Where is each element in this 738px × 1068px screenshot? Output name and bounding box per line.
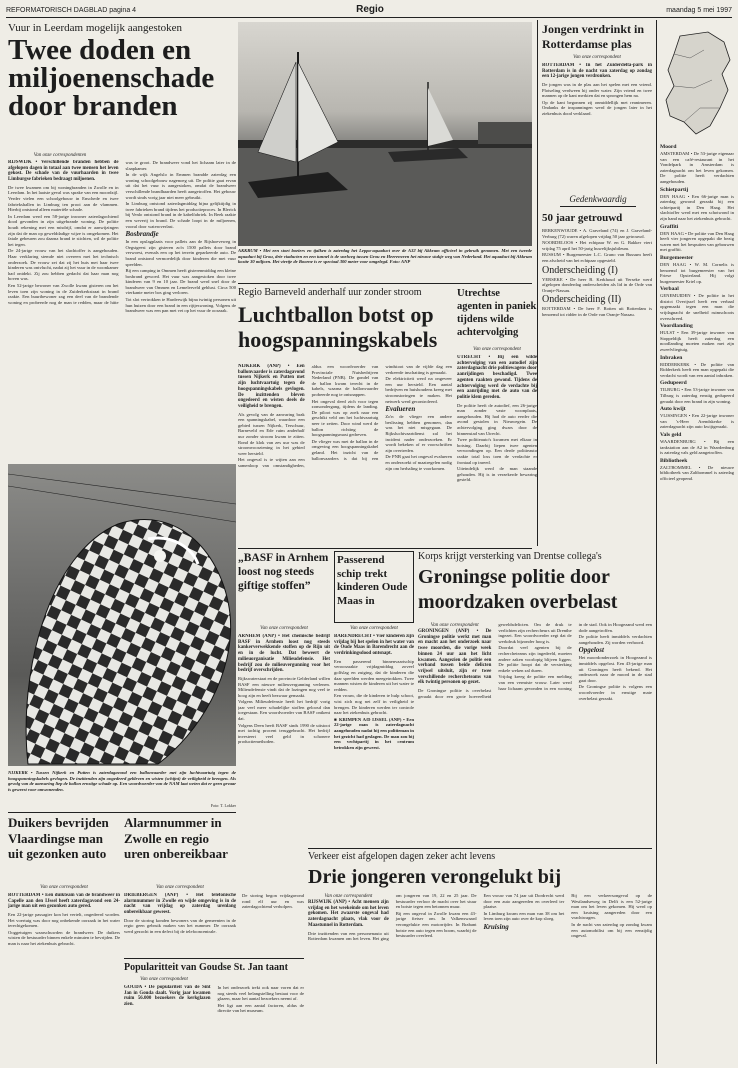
sidebar-title: Voordlanding xyxy=(660,323,693,330)
paragraph: Het ongeval is te wijten aan een samenloop van omstandigheden, aldus een woordvoerder van Provinciale Nutsbedrijven Nederland (PNB). De gondel van de ballon kwam terecht in de kabels, waarna de ballonvaarder probeerde nog te ontsnappen. xyxy=(238,364,379,468)
paragraph: De 24-jarige vrouw van het slachtoffer is aangehouden. Haar verklaring stemde niet overeen met het technisch onderzoek. De vrouw zei dat zij het huis met haar twee kinderen was ontvlucht, nadat zij het vuur in de woonkamer had ontdekt. Zij zou hebben gedacht dat haar man nog boven was. xyxy=(8,248,119,282)
article-ship-lead: BARENDRECHT • Vier kinderen zijn vrijdag bij het spelen in het water van de Oude Maas in Barendrecht aan de verdrinkingsdood ontsnapt. xyxy=(334,634,414,657)
article-bird-lead: ROTTERDAM • In het Zuiderdelta-park in Rotterdam is in de nacht van zaterdag op zondag een 12-jarige jongen verdronken. xyxy=(542,63,652,80)
paragraph: Tot slot vertrokken te Harderwijk bijna twintig personen uit hun huizen door een brand in een rijtjeswoning. Volgens de brandweer was een pan met vet op het vuur de oorzaak. xyxy=(125,297,236,314)
paragraph: Vrijdag kreeg de politie een melding van een vermiste vrouw. Later werd haar lichaam gevonden in een woning in de stad. Ook in Hoogezand werd een dode aangetroffen. xyxy=(498,622,652,691)
paragraph: In Leerdam werd een 58-jarige inwoner zaterdagochtend dood gevonden in zijn uitgebrande woning. De politie houdt rekening met een misdrijf, omdat er aanwijzingen zijn dat de man op gewelddadige wijze is omgekomen. Het fatale gebeuren zou daarna brand te stichten, wil de politie het tegen. xyxy=(8,213,119,247)
balloon-illustration xyxy=(8,464,236,766)
paragraph: In Limburg ontstond zaterdagmiddag bijna gelijktijdig in twee fabrieken brand tijdens het productieproces. In Blerick bij Venlo ontstond brand in de kabelfabriek. In Beek raakte een weverij in brand. De schade loopt in de miljoenen, vooral door wateroverlast. xyxy=(125,201,236,229)
paragraph: Een vrouw, die de kinderen te hulp schoot, wist zich nog net zelf in veiligheid te brengen. De kinderen werden ter controle naar het ziekenhuis gebracht. xyxy=(334,693,414,716)
article-balloon-kicker: Regio Barneveld anderhalf uur zonder stroom xyxy=(238,287,422,298)
article-traffic-byline: Van onze correspondent xyxy=(324,894,373,899)
article-bird-text xyxy=(542,82,652,117)
paragraph: De elektriciteit werd na ongeveer een uur hersteld. Een aantal bedrijven en huishoudens kreeg met stroomstoringen te maken. Het netwerk werd gecontroleerd. xyxy=(385,376,452,404)
article-groningen-byline: Van onze correspondent xyxy=(430,623,479,628)
rule xyxy=(238,283,532,284)
paragraph: De vlieger was met de ballon in de omgeving een hoogspanningskabel geland. Het inzicht van de ballonvaarders is dat bij een windstoot van de vijfde dag een verkeerde inschatting is gemaakt. xyxy=(311,364,452,461)
paragraph: NOORDELOOS • Het echtpaar W. en G. Bakker viert vrijdag 75 april het 50-jarig huwelijksjubileum. xyxy=(542,240,652,251)
sidebar-text: ZALTBOMMEL • De nieuwe bibliotheek van Zaltbommel is zaterdag officieel geopend. xyxy=(660,464,734,481)
article-groningen-lead: GRONINGEN (ANP) • De Groningse politie werkt met man en macht aan het onderzoek naar twee moorden, die vorige week binnen 24 uur aan het licht kwamen. Aangezien de politie een verband tussen beide delicten vrijwel uitsluit, zijn er twee verschillende rechercheteams van elk twintig personen op gezet. xyxy=(418,629,492,686)
article-ship-text xyxy=(334,659,414,751)
paragraph: Het ongeval deed zich voor tegen zonsondergang, tijdens de landing. De piloot was op zoek naar een geschikt veld om het luchtvaartuig neer te zetten. Door wind werd de ballon richting de hoogspanningsmast gedreven. xyxy=(311,398,379,438)
article-alarm-continued xyxy=(242,893,304,955)
sidebar-text: AMSTERDAM • De 53-jarige eigenaar van een café-restaurant in het Vondelpark in Amsterdam is zaterdagnacht om het leven gekomen. De politie heeft verdachten aangehouden. xyxy=(660,151,734,184)
article-traffic-kicker: Verkeer eist afgelopen dagen zeker acht levens xyxy=(308,851,496,862)
rule xyxy=(124,958,304,959)
article-duikers-headline: Duikers bevrijden Vlaardingse man uit gezonken auto xyxy=(8,815,109,861)
article-balloon-headline: Luchtballon botst op hoogspanningskabels xyxy=(238,302,438,352)
article-basf-body xyxy=(238,634,330,844)
paragraph: Als gevolg van de aanvaring brak een spanningskabel, waardoor een gebied tussen Nijkerk, Terschuur, Barneveld en Ede ruim anderhalf uur zonder stroom kwam te zitten. Rond de klok van zes uur was de stroomvoorziening in het gebied weer hersteld. xyxy=(238,411,305,456)
article-basf-text xyxy=(238,676,330,745)
paragraph: Het ligt aan een aantal factoren, aldus de directie van het museum. xyxy=(217,1002,304,1014)
news-brief: ■ KRIMPEN A/D IJSSEL (ANP) • Een 22-jarige man is zaterdagnacht aangehouden nadat hij een politieman in het gezicht had geslagen. De man zou bij een vechtpartij in het centrum betrokken zijn geweest. xyxy=(334,716,414,750)
paragraph: Door de storing konden bewoners van de gemeenten in de regio geen gebruik maken van het nummer. De oorzaak werd gezocht in een defect bij de telefooncentrale. xyxy=(124,917,236,934)
aquaduct-photo xyxy=(238,22,532,246)
article-groningen-kicker: Korps krijgt versterking van Drentse collega's xyxy=(418,551,602,562)
paragraph: In het onderzoek trekt ook naar voren dat er nog steeds veel belangstelling bestaat voor de glazen, maar het aantal bezoekers neemt af. xyxy=(217,985,304,1002)
rule xyxy=(238,548,532,549)
article-bird-byline: Van onze correspondent xyxy=(573,55,621,60)
paragraph: In de wijk Angelslo in Emmen brandde zaterdag een woning schoolgebouw nagenoeg uit. De politie gaat ervan uit dat het vuur is aangestoken, omdat de brandweer verschillende brandhaarden heeft aangetroffen. Het gebouw wordt sinds vorig jaar niet meer gebruikt. xyxy=(125,172,236,200)
article-escape-body xyxy=(457,355,537,543)
balloon-photo-credit: Foto: T. Lokker xyxy=(210,803,236,808)
sidebar-title: Vals geld xyxy=(660,431,682,438)
rule xyxy=(308,848,652,849)
paragraph: Doordat veel agenten bij de rechercheteams zijn ingedeeld, moeten andere zaken voorlopig blijven liggen. De politie hoopt dat de versterking enkele weken zal duren. xyxy=(498,645,572,673)
article-traffic-lead: RIJSWIJK (ANP) • Acht mensen zijn vrijdag en het weekeinde om het leven gekomen. Het zwaarste ongeval had zaterdagnacht plaats, vlak voor de Maastunnel in Rotterdam. xyxy=(308,900,389,928)
sidebar-title: Gedupeerd xyxy=(660,380,687,387)
map-illustration xyxy=(660,30,734,138)
paragraph: Zo'n de vlieger een andere beslissing hebben genomen, dan was het niet misgegaan. De Rijksluchtvaartdienst zal het incident nader onderzoeken. Er wordt bekeken of er voorschriften zijn overtreden. xyxy=(385,414,452,453)
paragraph: Op de kant begonnen zij onmiddellijk met reanimeren. Ondanks de inspanningen werd de jongen later in het ziekenhuis dood verklaard. xyxy=(542,99,652,117)
sidebar-title: Moord xyxy=(660,144,677,150)
rule xyxy=(537,20,538,546)
sidebar-title: Burgemeester xyxy=(660,254,694,261)
article-goudse-lead: GOUDA • De populariteit van de Sint Jan in Gouda daalt. Vorig jaar kwamen ruim 56.000 bezoekers de kerkglazen zien. xyxy=(124,985,211,1008)
paragraph: In Limburg kwam een man van 38 om het leven toen zijn auto over de kop sloeg. xyxy=(483,910,565,922)
paragraph: Rijkswaterstaat en de provincie Gelderland willen BASF een nieuwe milieuvergunning verlenen. Milieudefensie vindt dat de lozingen nog veel te hoog zijn en heeft bezwaar gemaakt. xyxy=(238,675,330,698)
article-balloon-lead: NIJKERK (ANP) • Een ballonvaarder is zaterdagavond tussen Nijkerk en Putten met zijn luchtvaartuig tegen de hoogspanningskabels gevlogen. De inzittenden bleven ongedeerd en wisten deels de veiligheid te brengen. xyxy=(238,364,305,409)
article-alarm-text xyxy=(124,918,236,935)
article-fire-subhead: Bosbrandje xyxy=(125,230,159,239)
article-duikers-byline: Van onze correspondent xyxy=(40,885,88,890)
paragraph: Uiteindelijk werd de man staande gehouden. Hij is in verzekerde bewaring gesteld. xyxy=(457,466,537,483)
article-balloon-body xyxy=(238,364,452,544)
sidebar-title: Auto kwijt xyxy=(660,406,686,413)
article-ship-headline: Passerend schip trekt kinderen Oude Maas in xyxy=(337,554,408,607)
article-50-sub1: Onderscheiding (I) xyxy=(542,264,618,276)
paragraph: BERKENWOUDE • A. Graveland (74) en J. Graveland-Verburg (72) waren afgelopen vrijdag 50 jaar getrouwd. xyxy=(542,228,652,239)
paragraph: YERSEKE • De heer B. Kerkhoud uit Yerseke werd afgelopen donderdag onderscheiden als lid in de Orde van Oranje-Nassau. xyxy=(542,276,652,293)
article-50-body xyxy=(542,228,652,544)
article-duikers-body xyxy=(8,893,120,1063)
sidebar-title: Schietpartij xyxy=(660,186,689,193)
paragraph: Bij een ongeval in Zwolle kwam een 43-jarige fietser om. In Valkenswaard verongelukte een motorrijder. In Brabant botste een auto tegen een boom, waarbij de bestuurder overleed. xyxy=(395,910,477,939)
paragraph: De Groningse politie is volgens een woordvoerder in ernstige mate overbelast geraakt. xyxy=(578,684,652,701)
paragraph: Ooggetuigen waarschuwden de brandweer. De duikers wisten de bestuurder binnen enkele minuten te bevrijden. De man is naar het ziekenhuis gebracht. xyxy=(8,929,120,947)
article-alarm-headline: Alarmnummer in Zwolle en regio uren onbereikbaar xyxy=(124,815,228,861)
sidebar-title: Inbraken xyxy=(660,354,683,361)
article-traffic-headline: Drie jongeren verongelukt bij xyxy=(308,866,562,888)
article-escape-byline: Van onze correspondent xyxy=(473,347,521,352)
sidebar-title: Graffiti xyxy=(660,223,679,230)
paragraph: In de nacht van zaterdag op zondag kwam een automobilist om bij een eenzijdig ongeval. xyxy=(571,921,652,939)
article-50-headline: 50 jaar getrouwd xyxy=(542,212,623,224)
header-date: maandag 5 mei 1997 xyxy=(666,7,732,14)
article-alarm-body xyxy=(124,893,236,955)
gedenkwaardig-banner: Gedenkwaardig xyxy=(560,194,636,207)
sidebar-briefs xyxy=(660,142,734,1062)
article-groningen-body xyxy=(418,622,652,844)
paragraph: Volgens Milieudefensie heeft het bedrijf vorig jaar veel meer schadelijke stoffen geloosd dan toegestaan. Een woordvoerder van BASF ontkent dat. xyxy=(238,699,330,722)
netherlands-map xyxy=(660,30,734,138)
paragraph: Bij een verkeersongeval op de Westlandseweg in Delft is een 52-jarige man om het leven gekomen. Hij werd op een kruising aangereden door een vrachtwagen. xyxy=(571,893,652,921)
paragraph: Het moordonderzoek in Hoogezand is inmiddels opgelost. Een 43-jarige man uit Groningen heeft bekend. Het onderzoek naar de moord in de stad gaat door. xyxy=(578,655,652,683)
sidebar-title: Verbaal xyxy=(660,286,679,293)
sidebar-title: Bibliotheek xyxy=(660,457,688,464)
article-bird-headline: Jongen verdrinkt in Rotterdamse plas xyxy=(542,22,645,51)
article-duikers-text xyxy=(8,912,120,947)
sidebar-text: DEN HAAG • De politie van Den Haag heeft vier jongeren opgepakt die bezig waren met het bespuiten van gebouwen met graffiti. xyxy=(660,230,734,253)
article-goudse-text xyxy=(218,985,305,1014)
paragraph: Drie inzittenden van een personenauto uit Rotterdam kwamen om het leven. Het ging om jongeren van 19, 22 en 25 jaar. De bestuurder verloor de macht over het stuur en botste tegen een betonnen muur. xyxy=(308,893,477,942)
article-fire-byline: Van onze correspondenten xyxy=(33,153,87,158)
paragraph: Een 52-jarige bewoner van Zwolle kwam gisteren om het leven toen zijn woning in de Zuiderkerkstraat in brand raakte. Een buurtbewoner zag een deel van de brandende woning en probeerde nog de man te redden, maar de hitte was te groot. De brandweer vond het lichaam later in de slaapkamer. xyxy=(8,160,236,305)
aquaduct-photo-caption: AKKRUM • Met een stoet boeiers en tjalken is zaterdag het Leppa-aquaduct over de A32 bij Akkrum officieel in gebruik genomen. Met een tweede aquaduct bij Grou, drie viaducten en een tunnel is de snelweg tussen Grou en Heerenveen het nieuwe stukje weg van Nederland. Het aquaduct bij Akkrum kostte 30 miljoen. Het viertje de Boorne is er speciaal 300 meter voor omgelegd. Foto: ANP xyxy=(238,248,532,264)
paragraph: De jongen was in de plas aan het spelen met een vriend. Plotseling verdween hij onder water. Zijn vriend en twee mannen op de kant merkten dat en sprongen hem na. xyxy=(542,82,652,99)
article-escape-lead: UTRECHT • Bij een wilde achtervolging van een autodief zijn zaterdagnacht drie politiewagens door aanrijdingen beschadigd. Twee agenten raakten gewond. Tijdens de achtervolging werd de verdachte bij een aanrijding met de auto van de politie klem gereden. xyxy=(457,355,537,400)
article-basf-headline: „BASF in Arnhem loost nog steeds giftige stoffen” xyxy=(238,552,329,592)
article-alarm-byline: Van onze correspondent xyxy=(156,885,204,890)
paragraph: Een 22-jarige passagier kon het vertelt, ongedeerd worden. Het voertuig was door nog onbekende oorzaak in het water terechtgekomen. xyxy=(8,912,120,929)
article-duikers-lead: ROTTERDAM • Een duikteam van de brandweer in Capelle aan den IJssel heeft zaterdagavond een 24-jarige man uit een gezonken auto gered. xyxy=(8,893,120,910)
article-groningen-headline: Groningse politie door moordzaken overbelast xyxy=(418,566,618,613)
article-fire-body xyxy=(8,160,236,460)
paragraph: In een opslagplaats voor pallets aan de Rijshoeveweg in Oegstgeest zijn gisteren zo'n 1500 pallets door brand verwoest, evenals een op het terrein geparkeerde auto. De brand ontstond vermoedelijk door kinderen die met vuur speelden. xyxy=(125,239,236,267)
article-bird-body xyxy=(542,63,652,191)
header-section: Regio xyxy=(356,4,384,15)
article-groningen-subhead: Opgelost xyxy=(578,646,604,655)
article-goudse-byline: Van onze correspondent xyxy=(140,977,188,982)
article-fire-text xyxy=(8,160,236,314)
sidebar-text: GENEMUIDEN • De politie in het district Overijssel heeft een verbaal opgemaakt tegen een man die vrijdagnacht de snelheid ruimschoots overschreed. xyxy=(660,293,734,321)
article-fire-headline: Twee doden en miljoenenschade door branden xyxy=(8,36,215,122)
article-escape-text xyxy=(457,403,537,483)
article-50-sub2: Onderscheiding (II) xyxy=(542,294,622,306)
paragraph: Een vrouw van 74 jaar uit Dordrecht werd door een auto aangereden en overleed ter plaatse. xyxy=(483,893,565,910)
paragraph: De Groningse politie is overbelast geraakt door een grote hoeveelheid geweldsdelicten. Om de druk te verlichten zijn rechercheurs uit Drenthe ingezet. Een woordvoerder zegt dat de werkdruk bijzonder hoog is. xyxy=(418,622,572,699)
rule xyxy=(656,20,657,1064)
article-goudse-body xyxy=(124,985,304,1063)
article-basf-lead: ARNHEM (ANP) • Het chemische bedrijf BASF in Arnhem loost nog steeds kankerverwekkende stoffen op de Rijn uit en in de lucht. Dat beweert de milieuorganisatie Milieudefensie. Het bedrijf zou de milieuvergunning voor het bedrijf overschrijden. xyxy=(238,634,330,674)
paragraph: De storing begon vrijdagavond rond elf uur en was zaterdagochtend verholpen. xyxy=(242,893,304,910)
header-rule xyxy=(6,17,732,18)
balloon-photo-caption: NIJKERK • Tussen Nijkerk en Putten is zaterdagavond een ballonvaarder met zijn luchtvaartuig tegen de hoogspanningskabels gevlogen. De inzittenden zijn ongedeerd gebleven en wisten (schijnt) de veiligheid te brengen. Als gevolg van de aanvaring liep de ballon ernstige schade op. Een woordvoerder van de NAM laat weten dat er geen gevaar is geweest voor omwonenden. xyxy=(8,770,236,792)
article-ship-body xyxy=(334,634,414,844)
paragraph: De politie heeft de autodief, een 26-jarige man zonder vaste woonplaats, aangehouden. Hij had de auto eerder die avond gestolen in Nieuwegein. De achtervolging ging dwars door de binnenstad van Utrecht. xyxy=(457,402,537,436)
header-left: REFORMATORISCH DAGBLAD pagina 4 xyxy=(6,7,137,14)
article-ship-byline: Van onze correspondent xyxy=(350,626,398,631)
sidebar-text: DEN HAAG • Een 66-jarige man is zaterdag gewond geraakt bij een schietpartij in Den Haag. Het slachtoffer werd met een schotwond in zijn hand naar het ziekenhuis gebracht. xyxy=(660,193,734,221)
sidebar-text: RIDDERKERK • De politie van Ridderkerk heeft een man opgepakt die verdacht wordt van een aantal inbraken. xyxy=(660,361,734,378)
paragraph: De twee kwamen om bij woningbranden in Zwolle en in Leerdam. In het laatste geval was sprake van een moordzijl. Verder vielen een schoolgebouw in Enschede en twee fabriekshallen in Limburg ten prooi aan de vlammen. Hierbij ontstond alleen materiële schade. xyxy=(8,184,119,213)
sidebar-text: DEN HAAG • W. M. Cornelis is benoemd tot burgemeester van het Friese Opsterland. Hij volgt burgemeester Kriel op. xyxy=(660,261,734,284)
balloon-photo xyxy=(8,464,236,766)
sidebar-text: WAARDENBURG • Bij een tankstation aan de A2 in Waardenburg is zaterdag vals geld aangetroffen. xyxy=(660,438,734,456)
article-fire-kicker: Vuur in Leerdam mogelijk aangestoken xyxy=(8,22,183,34)
paragraph: Twee politieauto's kwamen met elkaar in botsing. Daarbij liepen twee agenten verwondingen op. Een derde politieauto raakte total loss toen de verdachte er frontaal op inreed. xyxy=(457,437,537,465)
paragraph: De PNB gaat het ongeval evalueren en onderzoekt of maatregelen nodig zijn om herhaling te voorkomen. xyxy=(385,454,452,471)
article-goudse-headline: Popularitteit van Goudse St. Jan taant xyxy=(124,962,288,973)
sidebar-text: HULST • Een 39-jarige inwoner van Stoppeldijk heeft zaterdag een noodlanding moeten maken met zijn zweefvliegtuig. xyxy=(660,330,734,353)
paragraph: BUSSUM • Burgemeester L.C. Gruno van Bussum heeft een afscheid van het echtpaar opgesteld. xyxy=(542,252,652,263)
paragraph: Bij een camping in Ommen heeft gisterenmiddag een kleine bosbrand gewoed. Het vuur was aangestoken door twee kinderen van 9 en 10 jaar. De brand werd snel door de brandweer van Ommen en Lemelerveld geblust. Circa 500 vierkante meter bos ging verloren. xyxy=(125,268,236,296)
article-alarm-lead: DRIEBERGEN (ANP) • Het telefonische alarmnummer in Zwolle en wijde omgeving is in de nacht van vrijdag op zaterdag urenlang onbereikbaar geweest. xyxy=(124,893,236,916)
sidebar-text: TILBURG • Een 53-jarige inwoner van Tilburg is zaterdag ernstig gedupeerd geraakt door een brand in zijn woning. xyxy=(660,387,734,404)
paragraph: Een passerend binnenvaartschip veroorzaakte vrijdagmiddag zoveel golfslag en zuiging, dat de kinderen die daar speelden werden meegetrokken. Twee mannen wisten de kinderen uit het water te redden. xyxy=(334,658,414,692)
paragraph: ROTTERDAM • De heer F. Rotten uit Rotterdam is benoemd tot ridder in de Orde van Oranje-Nassau. xyxy=(542,306,652,317)
paragraph: Volgens Deen heeft BASF sinds 1990 de uitstoot met tachtig procent teruggebracht. Het bedrijf investeert veel geld in schonere productiemethoden. xyxy=(238,722,330,745)
rule xyxy=(8,812,236,813)
sidebar-text: VLISSINGEN • Een 22-jarige inwoner van 's-Heer Arendskerke is zaterdagnacht zijn auto kwijtgeraakt. xyxy=(660,413,734,430)
article-traffic-subhead: Kruising xyxy=(483,922,509,931)
article-balloon-subhead: Evalueren xyxy=(385,405,416,414)
boats-illustration xyxy=(238,22,532,246)
article-fire-lead: RIJSWIJK • Verschillende branden hebben de afgelopen dagen in totaal aan twee mensen het leven gekost. De schade van de vuurhaarden in twee Limburgse fabrieken bedraagt miljoenen. xyxy=(8,160,119,183)
paragraph: De politie heeft inmiddels verdachten aangehouden. Zij worden verhoord. xyxy=(578,634,652,645)
article-traffic-body xyxy=(308,893,652,1063)
article-escape-headline: Utrechtse agenten in paniek tijdens wilde achtervolging xyxy=(457,288,537,338)
article-basf-byline: Van onze correspondent xyxy=(260,626,308,631)
